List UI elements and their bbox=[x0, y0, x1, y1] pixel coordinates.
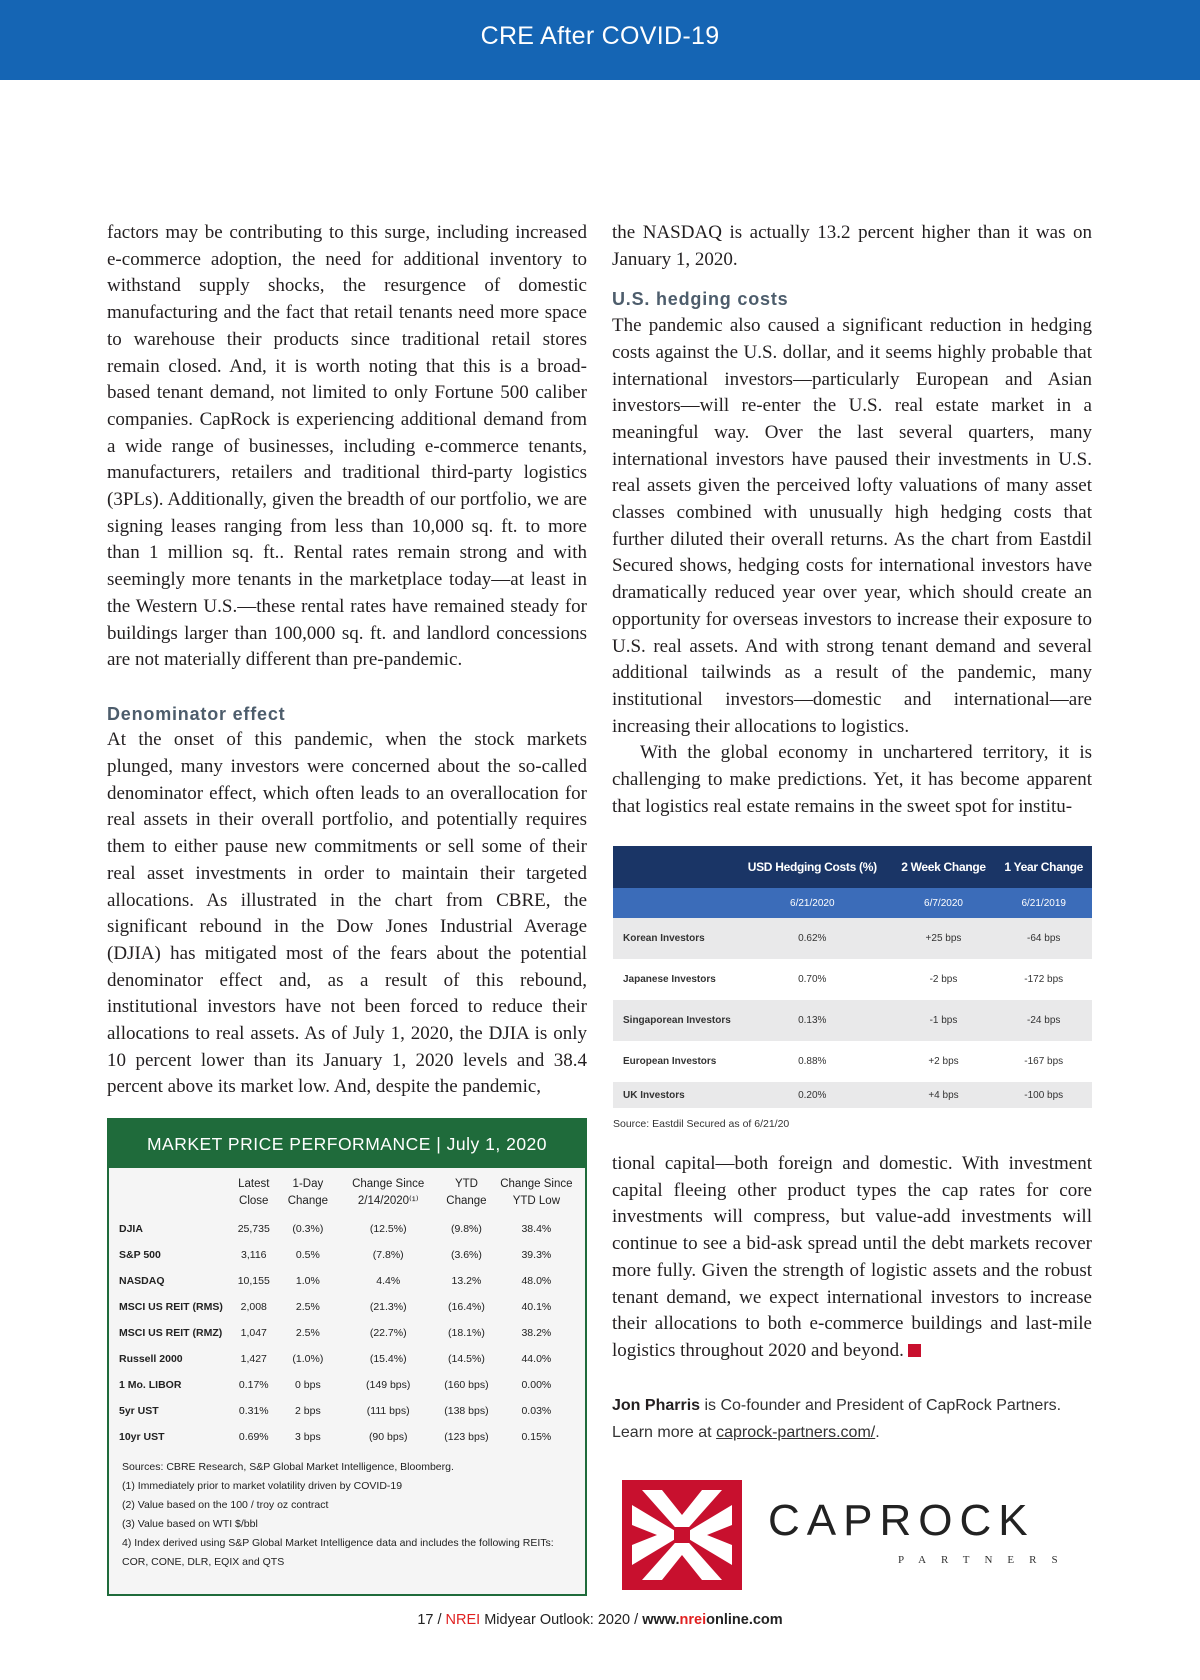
column-header: Change Since YTD Low bbox=[500, 1178, 573, 1207]
table-cell: -24 bps bbox=[995, 1000, 1092, 1041]
table-row bbox=[613, 1082, 1092, 1108]
table-cell: 1.0% bbox=[295, 1275, 320, 1287]
table-cell: 1,047 bbox=[240, 1327, 267, 1339]
table-row bbox=[119, 1216, 579, 1242]
logo-word: CAPROCK bbox=[768, 1496, 1035, 1545]
table-cell: 0.88% bbox=[798, 1056, 827, 1067]
table-cell: (160 bps) bbox=[444, 1379, 489, 1391]
table-cell: +4 bps bbox=[892, 1082, 996, 1108]
table-cell: 0.13% bbox=[733, 1000, 892, 1041]
market-table-title: MARKET PRICE PERFORMANCE | July 1, 2020 bbox=[109, 1120, 585, 1168]
right-column-continued bbox=[612, 1151, 1092, 1365]
body-paragraph: factors may be contributing to this surge, including increased e-commerce adoption, the need for additional inventory to withstand supply shocks, the resurgence of domestic manufacturing and the fact that retail tenants need more space to warehouse their products since traditional retail stores remain closed. And, it is worth noting that this is a broad-based tenant demand, not limited to only Fortune 500 caliber companies. CapRock is experiencing additional demand from a wide range of businesses, including e-commerce tenants, manufacturers, retailers and traditional third-party logistics (3PLs). Additionally, given the breadth of our portfolio, we are signing leases ranging from less than 10,000 sq. ft. to more than 1 million sq. ft.. Rental rates remain strong and with seemingly more tenants in the marketplace today—at least in the Western U.S.—these rental rates have remained steady for buildings larger than 100,000 sq. ft. and landlord concessions are not materially different than pre-pandemic. bbox=[107, 222, 587, 671]
table-cell: 4.4% bbox=[376, 1275, 401, 1287]
footer-site-b: nrei bbox=[679, 1612, 707, 1628]
table-cell: 0.15% bbox=[521, 1431, 552, 1443]
note: (1) Immediately prior to market volatility driven by COVID-19 bbox=[122, 1480, 403, 1492]
column-header: 2 Week Change bbox=[892, 846, 996, 888]
body-paragraph: At the onset of this pandemic, when the stock markets plunged, many investors were concerned about the so-called denominator effect, which often leads to an overallocation for real assets in their overall portfolio, and potentially requires them to either pause new commitments or sell some of their real asset investments in order to maintain their targeted allocations. As illustrated in the chart from CBRE, the significant rebound in the Dow Jones Industrial Average (DJIA) has mitigated most of the fears about the potential denominator effect and, as a result of this rebound, institutional investors have not been forced to reduce their allocations to real assets. As of July 1, 2020, the DJIA is only 10 percent lower than its January 1, 2020 levels and 38.4 percent above its market low. And, despite the pandemic, bbox=[107, 729, 587, 1098]
table-cell: -1 bps bbox=[892, 1000, 996, 1041]
table-row bbox=[119, 1398, 579, 1424]
table-cell: (16.4%) bbox=[448, 1301, 485, 1313]
table-cell: 3,116 bbox=[241, 1249, 267, 1261]
column-header: Change Since 2/14/2020⁽¹⁾ bbox=[352, 1178, 425, 1207]
column-header: Latest Close bbox=[238, 1178, 270, 1207]
section-heading: U.S. hedging costs bbox=[612, 289, 789, 310]
table-row bbox=[119, 1424, 579, 1450]
table-cell: 44.0% bbox=[521, 1353, 552, 1365]
table-row bbox=[119, 1346, 579, 1372]
period: . bbox=[875, 1424, 880, 1441]
table-cell: (15.4%) bbox=[369, 1353, 407, 1365]
table-cell: (3.6%) bbox=[450, 1249, 482, 1261]
author-bio bbox=[612, 1392, 1102, 1446]
table-cell: (1.0%) bbox=[292, 1353, 324, 1365]
table-cell: (14.5%) bbox=[448, 1353, 485, 1365]
logo-sub: PARTNERS bbox=[898, 1554, 1073, 1566]
note: (3) Value based on WTI $/bbl bbox=[122, 1518, 258, 1530]
market-performance-table bbox=[107, 1118, 587, 1596]
footer-site-c: online.com bbox=[706, 1612, 783, 1628]
table-cell: (149 bps) bbox=[366, 1379, 411, 1391]
table-cell: (9.8%) bbox=[450, 1223, 482, 1235]
hedge-table bbox=[613, 846, 1092, 1108]
author-role: is Co-founder and President of CapRock Partners. bbox=[700, 1397, 1062, 1414]
table-cell: 0.03% bbox=[521, 1405, 552, 1417]
table-row bbox=[613, 1000, 1092, 1041]
table-cell: (7.8%) bbox=[372, 1249, 404, 1261]
table-cell: 2 bps bbox=[295, 1405, 321, 1417]
table-cell: (22.7%) bbox=[369, 1327, 407, 1339]
table-cell: 2.5% bbox=[295, 1301, 320, 1313]
table-row bbox=[119, 1268, 579, 1294]
table-row bbox=[119, 1320, 579, 1346]
hedging-costs-table bbox=[613, 846, 1092, 1130]
table-cell: 0.69% bbox=[238, 1431, 269, 1443]
row-label: UK Investors bbox=[613, 1082, 733, 1108]
table-cell: (12.5%) bbox=[369, 1223, 407, 1235]
row-label: MSCI US REIT (RMS) bbox=[119, 1301, 223, 1313]
row-label: Korean Investors bbox=[613, 918, 733, 959]
table-cell: -167 bps bbox=[1024, 1056, 1064, 1067]
table-cell: +25 bps bbox=[892, 918, 996, 959]
column-date: 6/21/2019 bbox=[995, 888, 1092, 918]
body-paragraph: the NASDAQ is actually 13.2 percent higher than it was on January 1, 2020. bbox=[612, 222, 1092, 270]
column-date: 6/7/2020 bbox=[892, 888, 996, 918]
table-cell: 0.20% bbox=[733, 1082, 892, 1108]
table-cell: 25,735 bbox=[237, 1223, 270, 1235]
note: Sources: CBRE Research, S&P Global Market Intelligence, Bloomberg. bbox=[122, 1461, 454, 1473]
table-cell: -64 bps bbox=[995, 918, 1092, 959]
row-label: Japanese Investors bbox=[623, 974, 716, 985]
table-cell: -172 bps bbox=[1024, 974, 1064, 985]
table-cell: (138 bps) bbox=[444, 1405, 489, 1417]
end-mark-icon bbox=[908, 1344, 921, 1357]
footer-publication: Midyear Outlook: 2020 / bbox=[480, 1612, 643, 1628]
table-cell: 0.17% bbox=[238, 1379, 269, 1391]
table-cell: 0 bps bbox=[295, 1379, 321, 1391]
footer-site-a: www. bbox=[642, 1612, 680, 1628]
column-header: 1-Day Change bbox=[287, 1178, 329, 1207]
left-column bbox=[107, 220, 587, 1101]
table-cell: (21.3%) bbox=[369, 1301, 407, 1313]
table-cell: 2.5% bbox=[295, 1327, 320, 1339]
note: 4) Index derived using S&P Global Market Intelligence data and includes the following REITs: COR, CONE, DLR, EQIX and QTS bbox=[122, 1537, 554, 1568]
caprock-logo bbox=[622, 1480, 1073, 1590]
table-cell: 0.62% bbox=[733, 918, 892, 959]
section-title: CRE After COVID-19 bbox=[480, 22, 720, 50]
column-date: 6/21/2020 bbox=[733, 888, 892, 918]
table-cell: -2 bps bbox=[929, 974, 958, 985]
row-label: 5yr UST bbox=[119, 1405, 159, 1417]
row-label: European Investors bbox=[623, 1056, 717, 1067]
row-label: DJIA bbox=[119, 1223, 143, 1235]
table-row bbox=[119, 1294, 579, 1320]
section-heading: Denominator effect bbox=[107, 703, 286, 724]
row-label: 1 Mo. LIBOR bbox=[119, 1379, 182, 1391]
footer-brand: NREI bbox=[445, 1612, 481, 1628]
row-label: NASDAQ bbox=[119, 1275, 165, 1287]
page-footer bbox=[0, 1612, 1200, 1628]
row-label: MSCI US REIT (RMZ) bbox=[119, 1327, 223, 1339]
table-cell: (0.3%) bbox=[292, 1223, 324, 1235]
column-header: YTD Change bbox=[446, 1178, 487, 1207]
row-label: S&P 500 bbox=[119, 1249, 161, 1261]
learn-more-label: Learn more at bbox=[612, 1424, 717, 1441]
table-row bbox=[613, 959, 1092, 1000]
note: (2) Value based on the 100 / troy oz contract bbox=[122, 1499, 329, 1511]
table-cell: 0.70% bbox=[798, 974, 827, 985]
table-cell: 40.1% bbox=[521, 1301, 552, 1313]
row-label: Singaporean Investors bbox=[613, 1000, 733, 1041]
table-row bbox=[613, 918, 1092, 959]
row-label: 10yr UST bbox=[119, 1431, 165, 1443]
hedge-source: Source: Eastdil Secured as of 6/21/20 bbox=[613, 1118, 790, 1130]
column-header: 1 Year Change bbox=[995, 846, 1092, 888]
table-cell: 3 bps bbox=[295, 1431, 321, 1443]
table-cell: 0.31% bbox=[238, 1405, 269, 1417]
right-column bbox=[612, 220, 1092, 820]
table-cell: +2 bps bbox=[928, 1056, 959, 1067]
caprock-link[interactable]: caprock-partners.com/ bbox=[716, 1424, 876, 1441]
table-cell: -100 bps bbox=[995, 1082, 1092, 1108]
table-cell: (123 bps) bbox=[444, 1431, 489, 1443]
table-row bbox=[119, 1242, 579, 1268]
page-number: 17 / bbox=[417, 1612, 446, 1628]
table-cell: (90 bps) bbox=[368, 1431, 408, 1443]
header-bar bbox=[0, 0, 1200, 80]
table-cell: 13.2% bbox=[451, 1275, 482, 1287]
table-cell: 1,427 bbox=[240, 1353, 267, 1365]
table-row bbox=[613, 1041, 1092, 1082]
table-cell: 10,155 bbox=[237, 1275, 270, 1287]
market-table-notes bbox=[122, 1458, 577, 1572]
body-paragraph: tional capital—both foreign and domestic. With investment capital fleeing other product types the cap rates for core investments will compress, but value-add investments will continue to see a bid-ask spread until the debt markets recover more fully. Given the strength of logistic assets and the robust tenant demand, we expect international investors to increase their allocations to both e-commerce buildings and last-mile logistics throughout 2020 and beyond. bbox=[612, 1153, 1092, 1361]
table-cell: 0.5% bbox=[295, 1249, 320, 1261]
caprock-mark-icon bbox=[622, 1480, 742, 1590]
table-row bbox=[119, 1372, 579, 1398]
table-cell: (111 bps) bbox=[366, 1405, 410, 1417]
body-paragraph: With the global economy in unchartered territory, it is challenging to make predictions. Yet, it has become apparent that logistics real estate remains in the sweet spot for institu- bbox=[612, 742, 1092, 817]
column-header: USD Hedging Costs (%) bbox=[733, 846, 892, 888]
market-table bbox=[119, 1176, 579, 1450]
author-name: Jon Pharris bbox=[612, 1397, 701, 1414]
table-cell: (18.1%) bbox=[448, 1327, 485, 1339]
row-label: Russell 2000 bbox=[119, 1353, 183, 1365]
table-cell: 39.3% bbox=[521, 1249, 552, 1261]
table-cell: 0.00% bbox=[521, 1379, 552, 1391]
table-cell: 38.2% bbox=[521, 1327, 552, 1339]
table-cell: 48.0% bbox=[521, 1275, 552, 1287]
table-cell: 2,008 bbox=[240, 1301, 267, 1313]
table-cell: 38.4% bbox=[521, 1223, 552, 1235]
body-paragraph: The pandemic also caused a significant reduction in hedging costs against the U.S. dollar, and it seems highly probable that international investors—particularly European and Asian investors—will re-enter the U.S. real estate market in a meaningful way. Over the last several quarters, many international investors have paused their investments in U.S. real assets given the perceived lofty valuations of many asset classes combined with unusually high hedging costs that further diluted their overall returns. As the chart from Eastdil Secured shows, hedging costs for international investors have dramatically reduced year over year, which should create an opportunity for overseas investors to increase their exposure to U.S. real assets. And with strong tenant demand and several additional tailwinds as a result of the pandemic, many institutional investors—domestic and international—are increasing their allocations to logistics. bbox=[612, 315, 1092, 737]
